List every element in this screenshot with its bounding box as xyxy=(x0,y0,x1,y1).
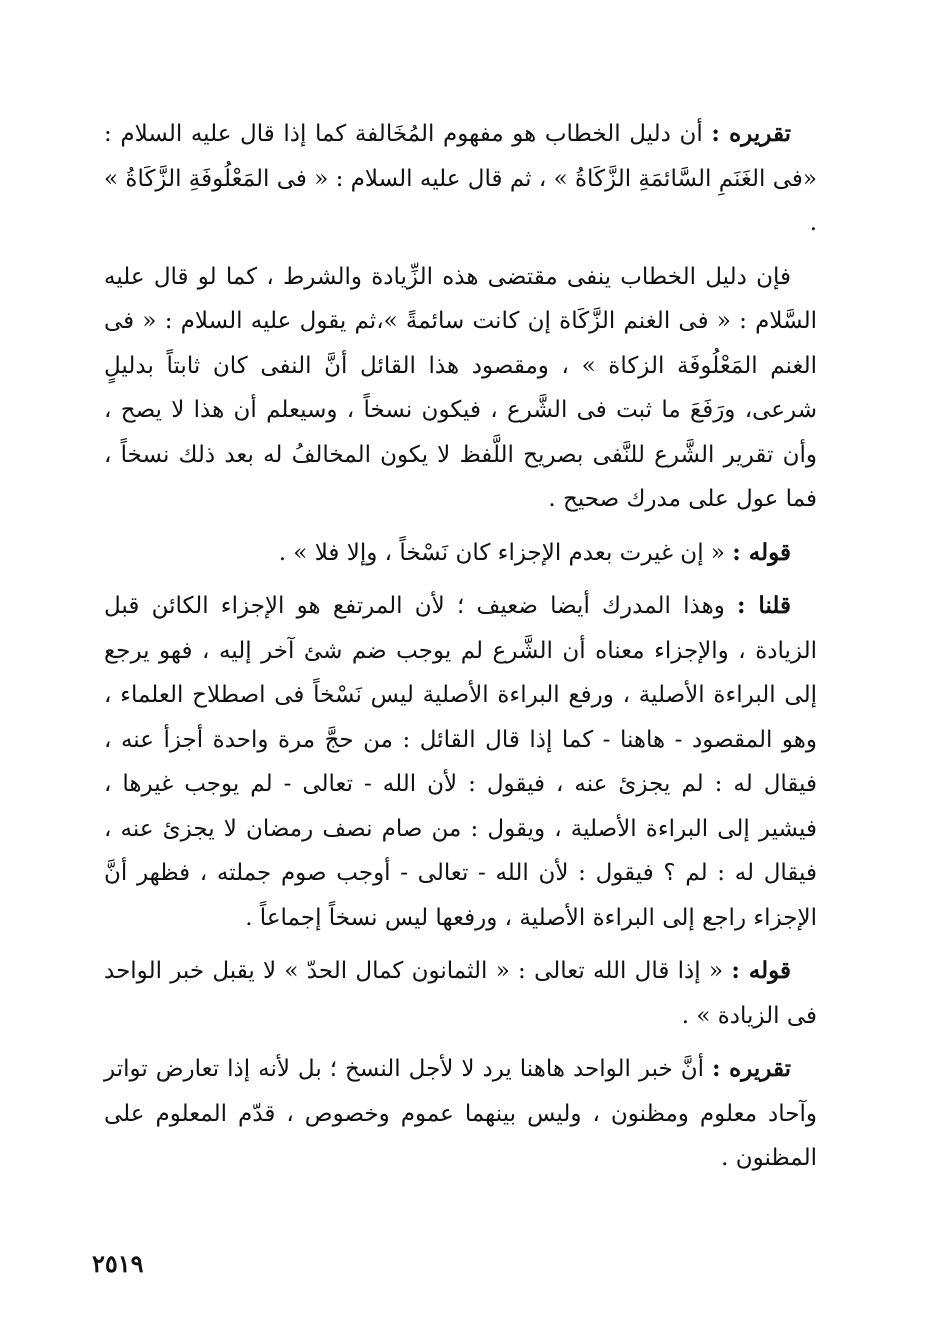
paragraph-text: وهذا المدرك أيضا ضعيف ؛ لأن المرتفع هو الإجزاء الكائن قبل الزيادة ، والإجزاء معناه أن الشَّرع لم يوجب ضم شئ آخر إليه ، فهو يرجع إلى البراءة الأصلية ، ورفع البراءة الأصلية ليس نَسْخاً فى اصطلاح العلماء ، وهو المقصود - هاهنا - كما إذا قال القائل : من حجَّ مرة واحدة أجزأ عنه ، فيقال له : لم يجزئ عنه ، فيقول : لأن الله - تعالى - لم يوجب غيرها ، فيشير إلى البراءة الأصلية ، ويقول : من صام نصف رمضان لا يجزئ عنه ، فيقال له : لم ؟ فيقول : لأن الله - تعالى - أوجب صوم جملته ، فظهر أنَّ الإجزاء راجع إلى البراءة الأصلية ، ورفعها ليس نسخاً إجماعاً . xyxy=(104,593,817,931)
paragraph-text: « إن غيرت بعدم الإجزاء كان نَسْخاً ، وإلا فلا » . xyxy=(278,539,725,566)
paragraph-text: « إذا قال الله تعالى : « الثمانون كمال الحدّ » لا يقبل خبر الواحد فى الزيادة » . xyxy=(104,958,817,1029)
paragraph-lead: تقريره : xyxy=(711,120,792,147)
paragraph-lead: قلنا : xyxy=(737,592,791,619)
paragraph-text: أن دليل الخطاب هو مفهوم المُخَالفة كما إذا قال عليه السلام : «فى الغَنَمِ السَّائمَةِ الزَّكَاةُ » ، ثم قال عليه السلام : « فى المَعْلُوفَةِ الزَّكَاةُ » . xyxy=(104,121,817,236)
paragraph-4 xyxy=(104,584,817,940)
paragraph-text: أنَّ خبر الواحد هاهنا يرد لا لأجل النسخ ؛ بل لأنه إذا تعارض تواتر وآحاد معلوم ومظنون ، وليس بينهما عموم وخصوص ، قدّم المعلوم على المظنون . xyxy=(104,1056,817,1171)
paragraph-text: فإن دليل الخطاب ينفى مقتضى هذه الزِّيادة والشرط ، كما لو قال عليه السَّلام : « فى الغنم الزَّكَاة إن كانت سائمةً »،ثم يقول عليه السلام : « فى الغنم المَعْلُوفَة الزكاة » ، ومقصود هذا القائل أنَّ النفى كان ثابتاً بدليلٍ شرعى، ورَفَعَ ما ثبت فى الشَّرع ، فيكون نسخاً ، وسيعلم أن هذا لا يصح ، وأن تقرير الشَّرع للنَّفى بصريح اللَّفظ لا يكون المخالفُ له بعد ذلك نسخاً ، فما عول على مدرك صحيح . xyxy=(104,263,817,512)
paragraph-5 xyxy=(104,949,817,1038)
paragraph-3 xyxy=(104,531,817,576)
paragraph-lead: تقريره : xyxy=(711,1055,791,1082)
paragraph-lead: قوله : xyxy=(731,957,791,984)
paragraph-6 xyxy=(104,1047,817,1181)
page-number: ٢٥١٩ xyxy=(92,1249,144,1278)
paragraph-lead: قوله : xyxy=(732,538,791,566)
body-text xyxy=(104,112,817,1190)
paragraph-1 xyxy=(104,112,817,246)
paragraph-2 xyxy=(104,255,817,522)
